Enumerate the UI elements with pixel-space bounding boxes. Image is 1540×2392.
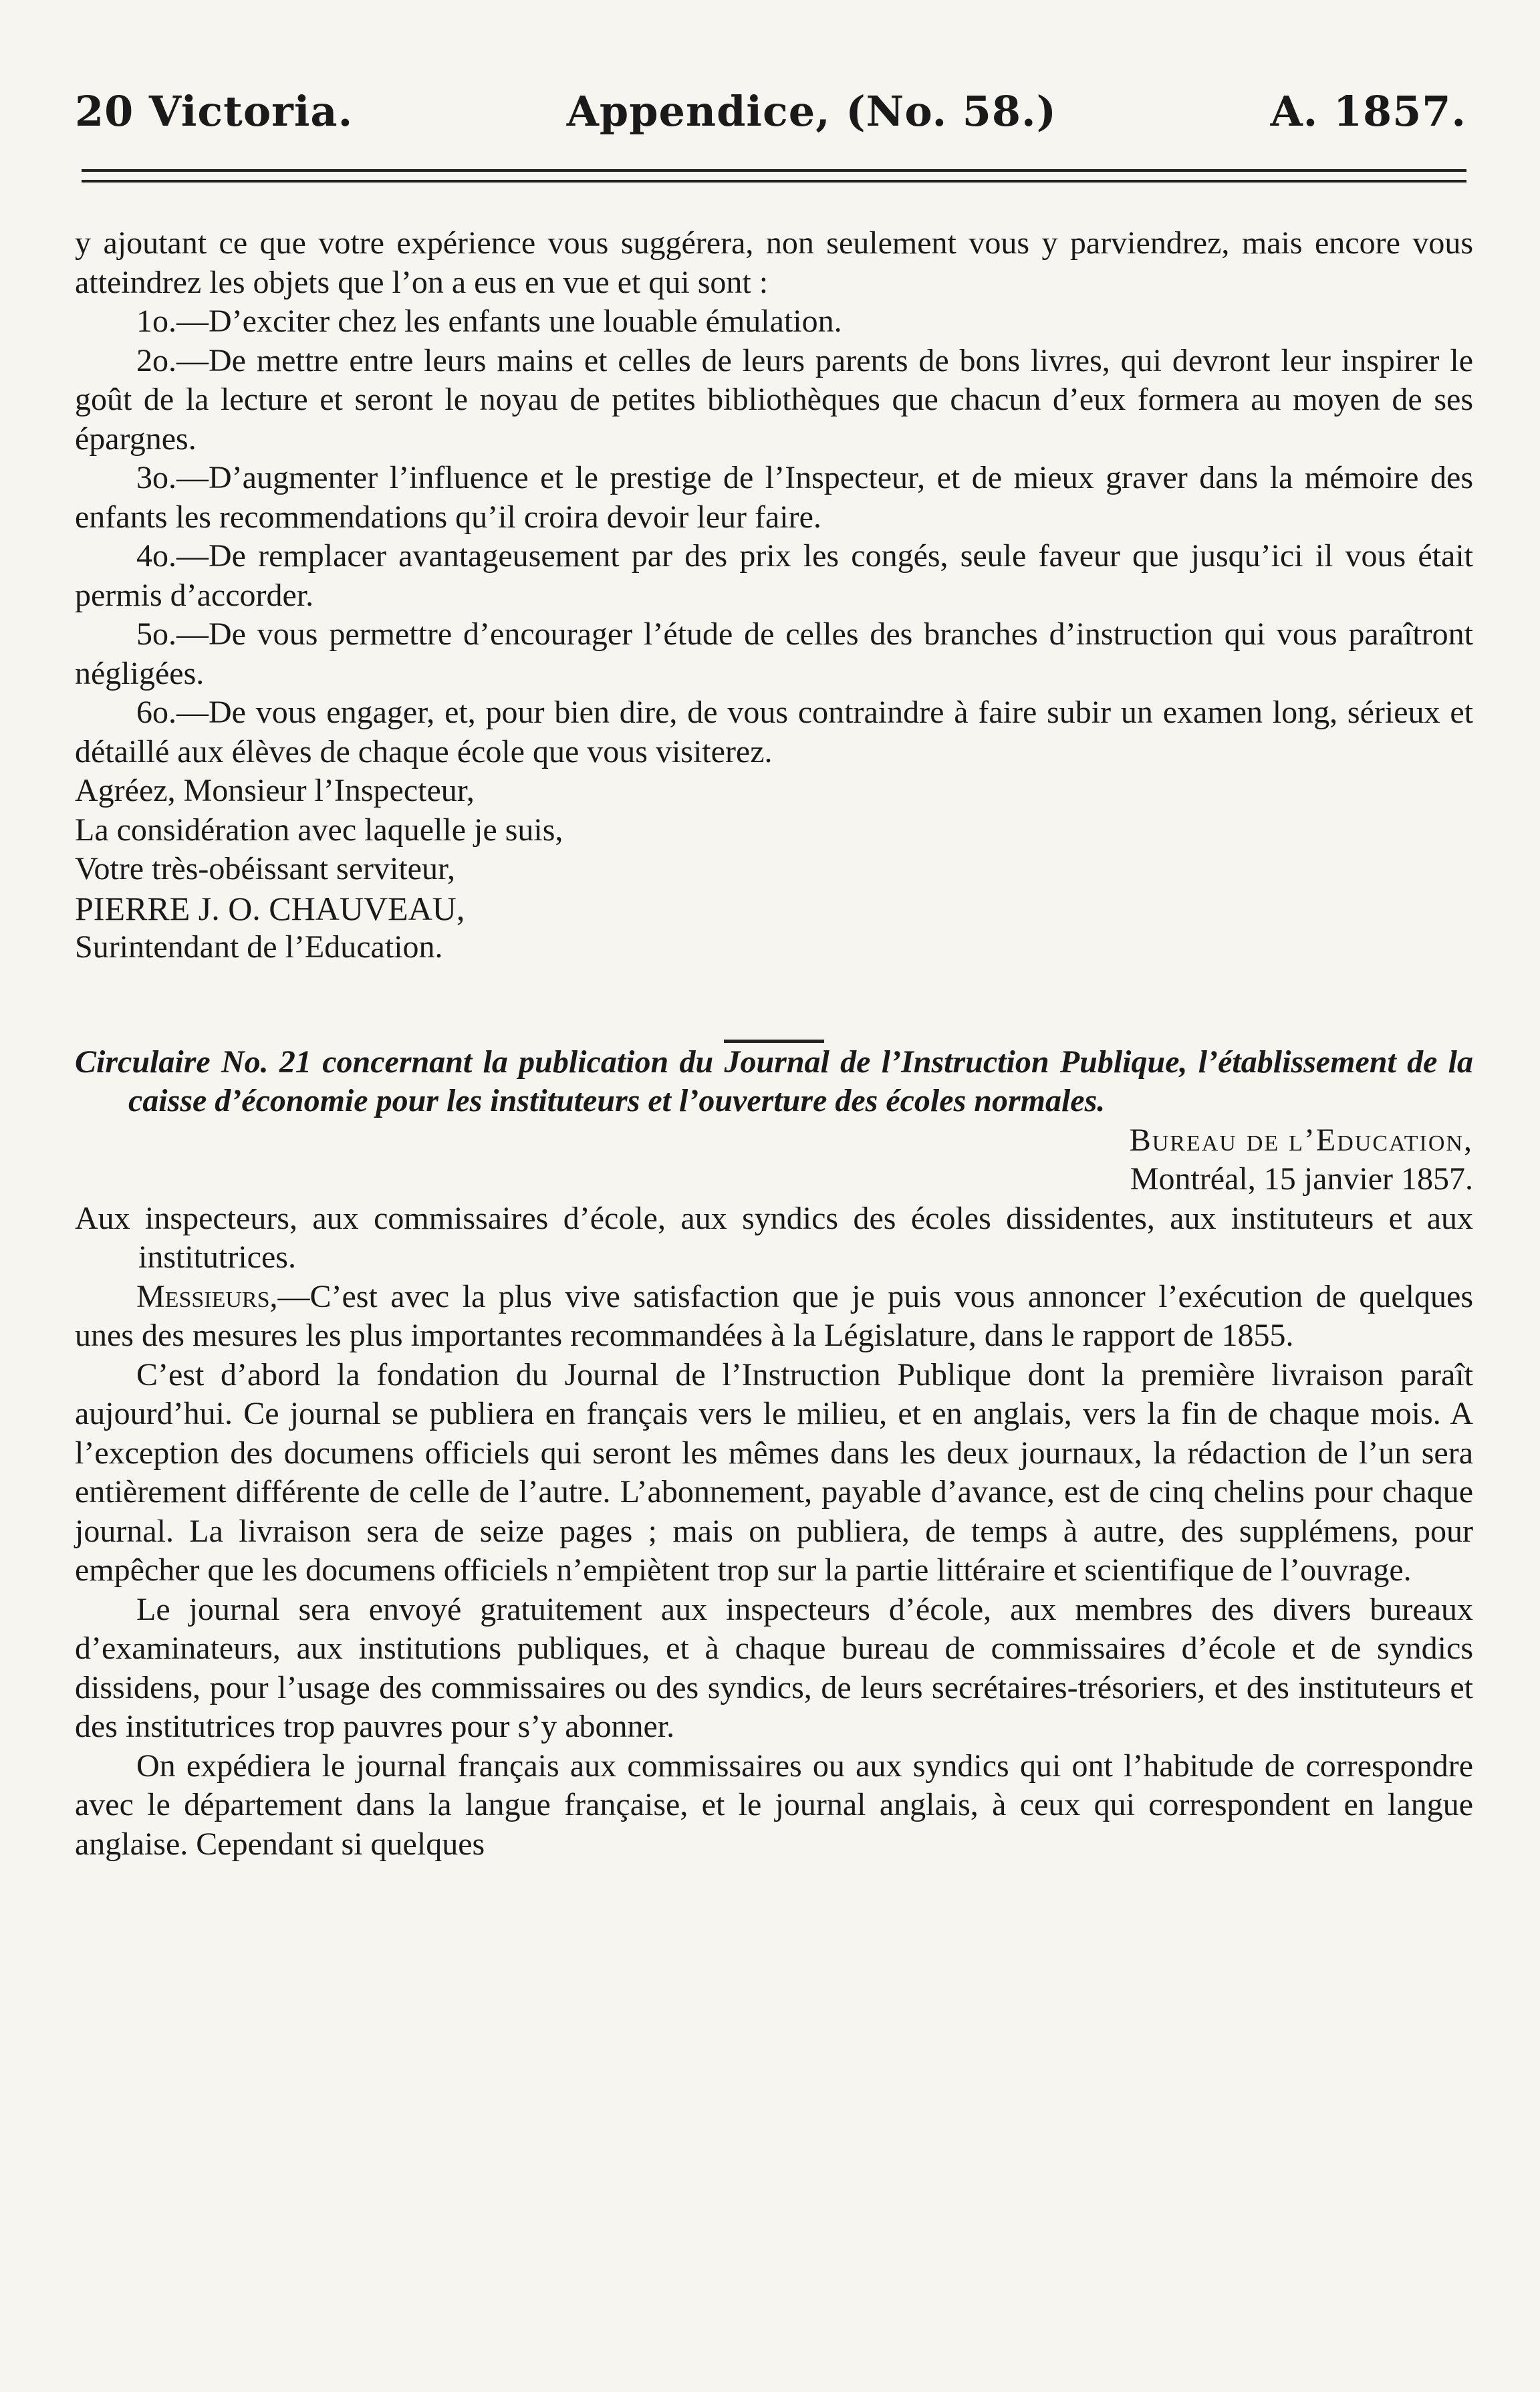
paragraph-1-text: —C’est avec la plus vive satisfaction que je puis vous annoncer l’exécution de quelques unes des mesures les plus importantes recommandées à la Législature, dans le rapport de 1855.	[75, 1278, 1473, 1353]
header-rule	[82, 169, 1466, 183]
circular-paragraph-3: Le journal sera envoyé gratuitement aux inspecteurs d’école, aux membres des divers bureaux d’examinateurs, aux institutions publiques, et à chaque bureau de commissaires d’école et de syndics dissidens, pour l’usage des commissaires ou des syndics, de leurs secrétaires-trésoriers, et des instituteurs et des institutrices trop pauvres pour s’y abonner.	[75, 1591, 1473, 1744]
circular-title: Circulaire No. 21 concernant la publication du Journal de l’Instruction Publique, l’établissement de la caisse d’économie pour les instituteurs et l’ouverture des écoles normales.	[75, 1044, 1473, 1118]
header-session: 20 Victoria.	[75, 87, 354, 136]
salutation: Messieurs,	[136, 1278, 278, 1314]
closing-line-1: Agréez, Monsieur l’Inspecteur,	[75, 773, 475, 808]
running-header	[75, 87, 1473, 136]
closing-line-3: Votre très-obéissant serviteur,	[75, 851, 456, 886]
header-year: A. 1857.	[1270, 87, 1466, 136]
circular-paragraph-2: C’est d’abord la fondation du Journal de l’Instruction Publique dont la première livraison paraît aujourd’hui. Ce journal se publiera en français vers le milieu, et en anglais, vers la fin de chaque mois. A l’exception des documens officiels qui seront les mêmes dans les deux journaux, la rédaction de l’un sera entièrement différente de celle de l’autre. L’abonnement, payable d’avance, est de cinq chelins pour chaque journal. La livraison sera de seize pages ; mais on publiera, de temps à autre, des supplémens, pour empêcher que les documens officiels n’empiètent trop sur la partie littéraire et scientifique de l’ouvrage.	[75, 1356, 1473, 1588]
circular-paragraph-4: On expédiera le journal français aux commissaires ou aux syndics qui ont l’habitude de correspondre avec le département dans la langue française, et le journal anglais, à ceux qui correspondent en langue anglaise. Cependant si quelques	[75, 1748, 1473, 1862]
signature-title: Surintendant de l’Education.	[75, 929, 443, 965]
circular-address: Aux inspecteurs, aux commissaires d’école, aux syndics des écoles dissidentes, aux instituteurs et aux institutrices.	[75, 1200, 1473, 1275]
letter-item-2: 2o.—De mettre entre leurs mains et celles de leurs parents de bons livres, qui devront leur inspirer le goût de la lecture et seront le noyau de petites bibliothèques que chacun d’eux formera au moyen de ses épargnes.	[75, 342, 1473, 457]
circular-office: Bureau de l’Education,	[1129, 1122, 1473, 1158]
page-body	[75, 224, 1473, 1864]
circular-paragraph-1	[75, 1278, 1473, 1356]
closing-line-2: La considération avec laquelle je suis,	[75, 812, 563, 848]
letter-item-6: 6o.—De vous engager, et, pour bien dire, de vous contraindre à faire subir un examen long, sérieux et détaillé aux élèves de chaque école que vous visiterez.	[75, 695, 1473, 769]
letter-item-5: 5o.—De vous permettre d’encourager l’étude de celles des branches d’instruction qui vous paraîtront négligées.	[75, 616, 1473, 691]
header-appendix: Appendice, (No. 58.)	[566, 87, 1057, 136]
letter-item-4: 4o.—De remplacer avantageusement par des prix les congés, seule faveur que jusqu’ici il vous était permis d’accorder.	[75, 538, 1473, 613]
circular-date: Montréal, 15 janvier 1857.	[1130, 1161, 1473, 1197]
letter-item-1: 1o.—D’exciter chez les enfants une louable émulation.	[136, 304, 842, 339]
signature-name: PIERRE J. O. CHAUVEAU,	[75, 889, 465, 927]
letter-item-3: 3o.—D’augmenter l’influence et le prestige de l’Inspecteur, et de mieux graver dans la mémoire des enfants les recommendations qu’il croira devoir leur faire.	[75, 460, 1473, 535]
section-divider	[724, 1040, 824, 1043]
letter-intro: y ajoutant ce que votre expérience vous suggérera, non seulement vous y parviendrez, mais encore vous atteindrez les objets que l’on a eus en vue et qui sont :	[75, 225, 1473, 300]
